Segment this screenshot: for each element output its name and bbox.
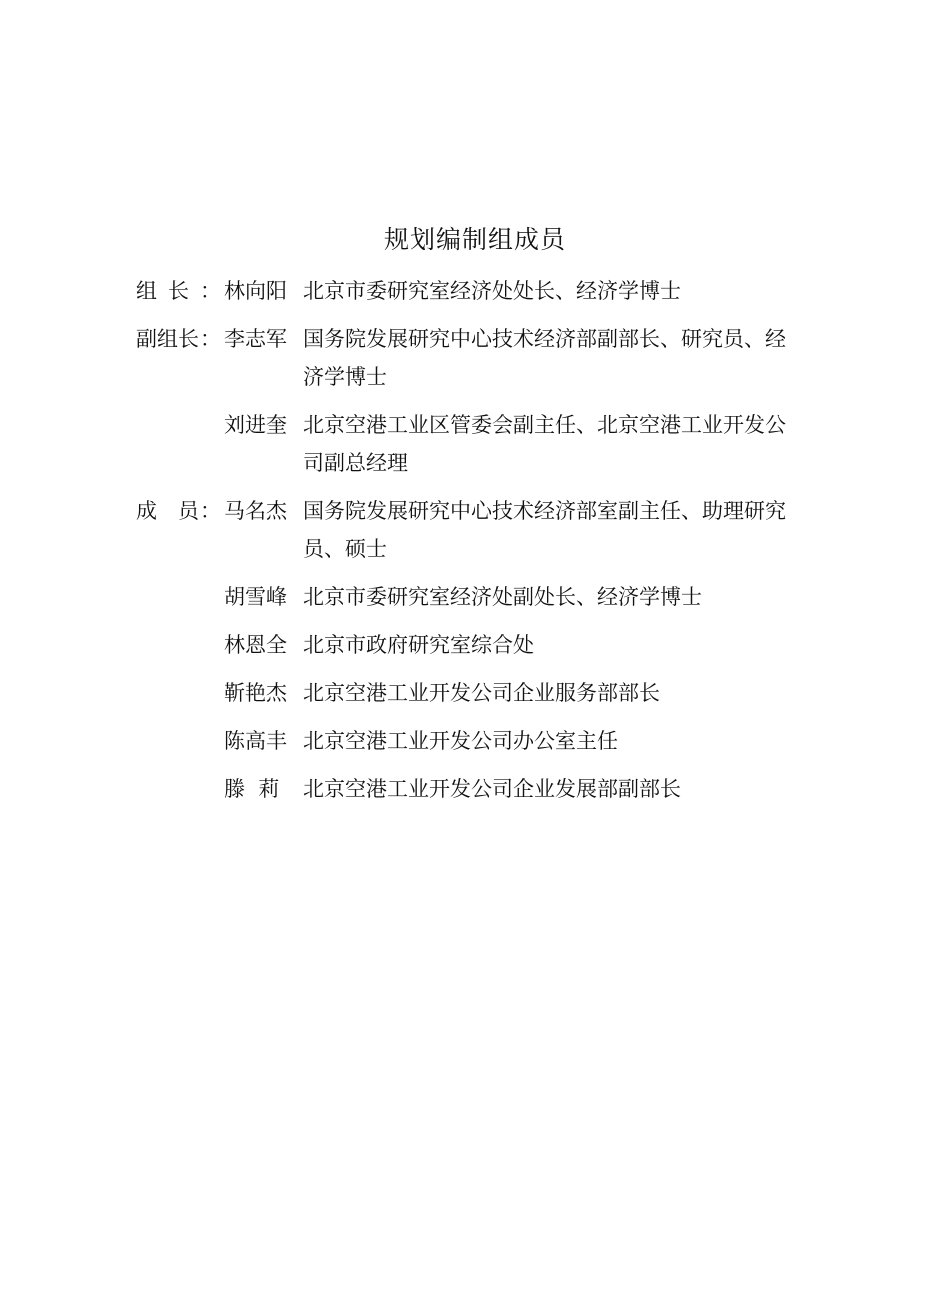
role-label-char: 长 <box>178 327 199 351</box>
member-row <box>136 674 806 722</box>
member-description: 北京空港工业开发公司企业发展部副部长 <box>303 777 681 801</box>
member-row-member <box>136 492 806 578</box>
member-name: 胡雪峰 <box>224 585 287 609</box>
role-label-char: 组 <box>136 279 157 303</box>
member-description: 北京市委研究室经济处处长、经济学博士 <box>303 279 681 303</box>
role-label-colon: ： <box>200 279 221 303</box>
role-label-colon: ： <box>200 499 221 523</box>
member-row-leader <box>136 272 806 320</box>
member-description: 北京市委研究室经济处副处长、经济学博士 <box>303 585 702 609</box>
member-name: 滕 莉 <box>224 777 280 801</box>
member-description: 国务院发展研究中心技术经济部室副主任、助理研究员、硕士 <box>303 499 786 561</box>
member-name: 陈高丰 <box>224 729 287 753</box>
member-description: 国务院发展研究中心技术经济部副部长、研究员、经济学博士 <box>303 327 786 389</box>
member-name: 林向阳 <box>224 279 287 303</box>
member-description: 北京空港工业开发公司办公室主任 <box>303 729 618 753</box>
member-row <box>136 722 806 770</box>
member-name: 靳艳杰 <box>224 681 287 705</box>
member-row <box>136 406 806 492</box>
role-label-colon: ： <box>200 327 221 351</box>
member-description: 北京市政府研究室综合处 <box>303 633 534 657</box>
member-list <box>136 272 806 818</box>
member-description: 北京空港工业区管委会副主任、北京空港工业开发公司副总经理 <box>303 413 786 475</box>
role-label-char: 副 <box>136 327 157 351</box>
member-name: 刘进奎 <box>224 413 287 437</box>
role-label-char: 员 <box>178 499 199 523</box>
member-name: 李志军 <box>224 327 287 351</box>
page-title: 规划编制组成员 <box>383 225 566 254</box>
role-label-char: 组 <box>157 327 178 351</box>
member-row <box>136 626 806 674</box>
role-label-char: 长 <box>168 279 189 303</box>
member-name: 林恩全 <box>224 633 287 657</box>
role-label-char: 成 <box>136 499 157 523</box>
member-row <box>136 770 806 818</box>
member-name: 马名杰 <box>224 499 287 523</box>
member-row <box>136 578 806 626</box>
member-row-deputy <box>136 320 806 406</box>
member-description: 北京空港工业开发公司企业服务部部长 <box>303 681 660 705</box>
